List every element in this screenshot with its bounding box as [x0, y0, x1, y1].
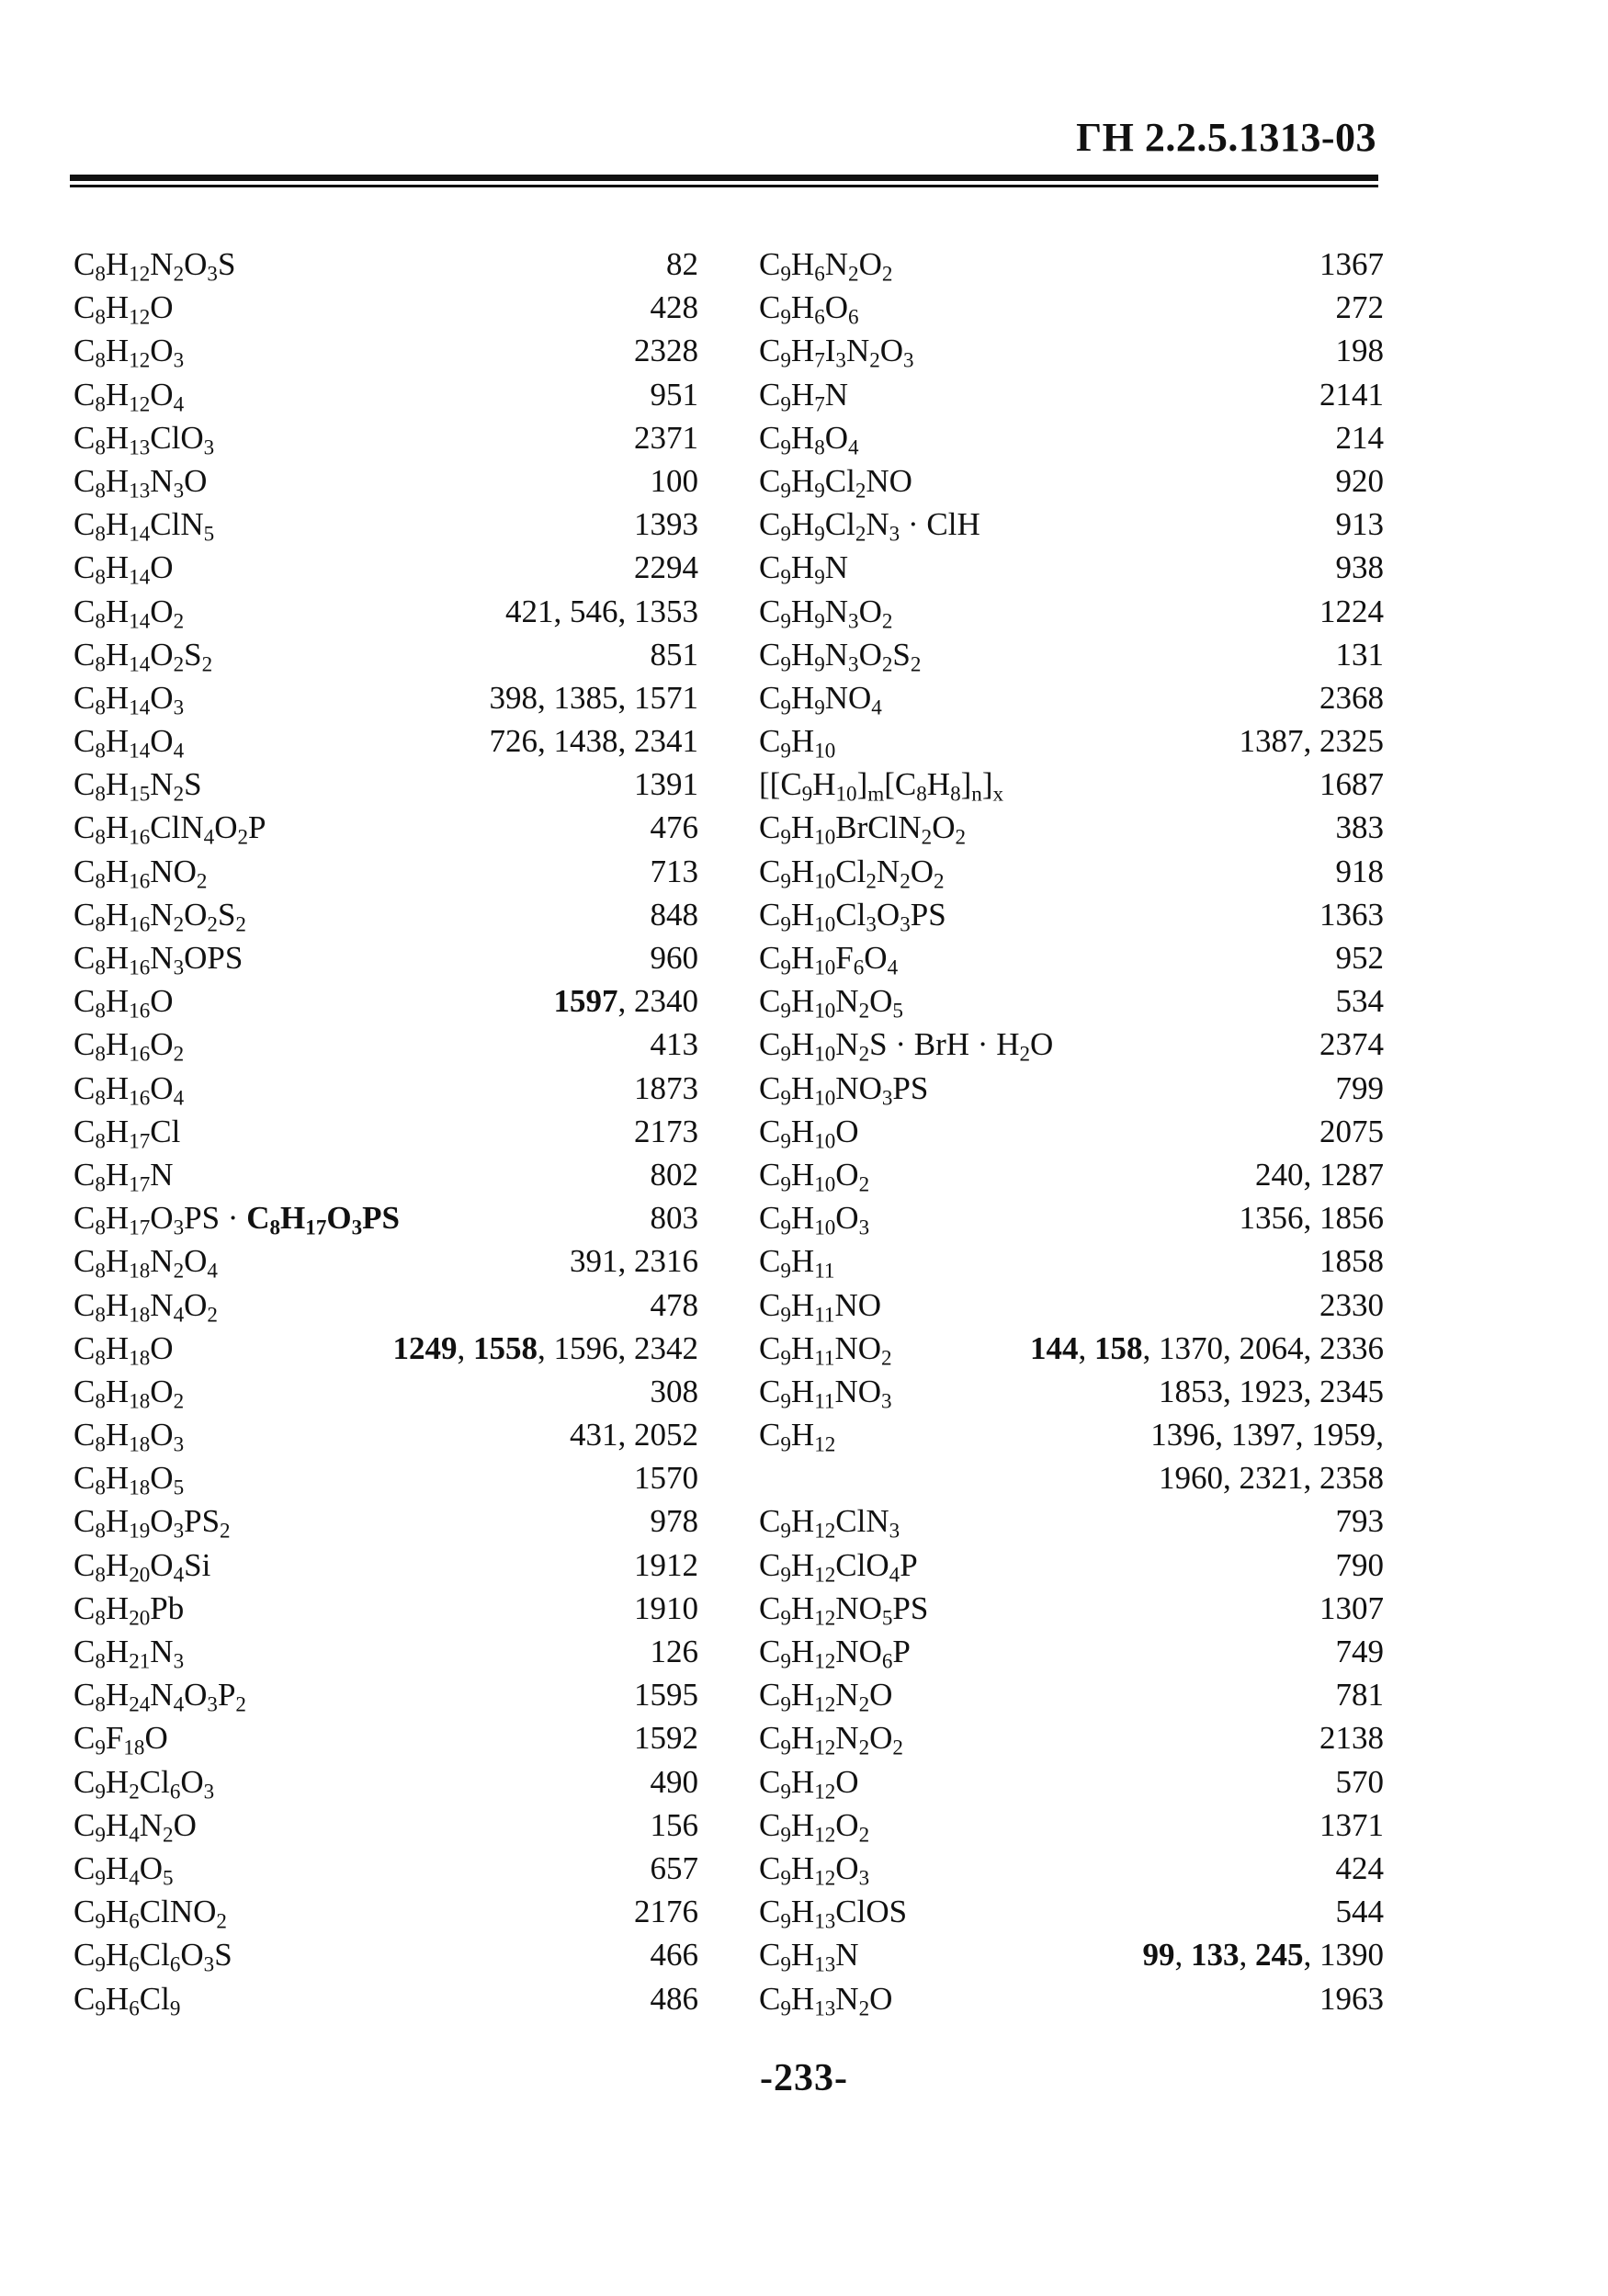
formula: $C_8H_{17}N$ [74, 1156, 174, 1196]
reference-numbers: 851 [650, 636, 698, 673]
header-rule-thin [70, 185, 1378, 187]
formula: $C_8H_{18}N_4O_2$ [74, 1286, 218, 1326]
right-index-entry [759, 329, 1384, 372]
formula: $C_8H_{24}N_4O_3P_2$ [74, 1677, 246, 1716]
right-index-column [759, 243, 1384, 2020]
reference-numbers: 1396, 1397, 1959, [1150, 1417, 1384, 1453]
reference-numbers: 413 [650, 1026, 698, 1063]
reference-numbers: 1570 [634, 1460, 698, 1497]
formula: $C_8H_{18}N_2O_4$ [74, 1243, 218, 1283]
right-index-entry [759, 1804, 1384, 1847]
right-index-entry [759, 459, 1384, 503]
left-index-entry [74, 719, 698, 763]
formula: $C_9H_{10}O_2$ [759, 1156, 870, 1196]
reference-numbers: 1592 [634, 1720, 698, 1757]
formula: $C_9H_{12}ClN_3$ [759, 1503, 900, 1543]
right-index-entry [759, 1890, 1384, 1933]
formula: $C_8H_{17}O_3PS \cdot C_8H_{17}O_3PS$ [74, 1200, 400, 1239]
right-index-entry [759, 1587, 1384, 1630]
formula: $[[C_9H_{10}]_m[C_8H_8]_n]_x$ [759, 766, 1004, 806]
formula: $C_8H_{19}O_3PS_2$ [74, 1503, 231, 1543]
reference-numbers: 428 [650, 289, 698, 326]
formula: $C_8H_{16}N_3OPS$ [74, 940, 243, 979]
formula: $C_9H_7N$ [759, 376, 849, 416]
left-index-entry [74, 1456, 698, 1499]
left-index-entry [74, 1284, 698, 1327]
reference-numbers: 1960, 2321, 2358 [1159, 1460, 1384, 1497]
reference-numbers: 920 [1335, 462, 1384, 499]
left-index-entry [74, 1587, 698, 1630]
formula: $C_8H_{16}O$ [74, 983, 174, 1023]
formula: $C_9H_{10}Cl_3O_3PS$ [759, 896, 946, 936]
reference-numbers: 1687 [1319, 766, 1384, 803]
left-index-entry [74, 1977, 698, 2020]
formula: $C_9H_{12}O_2$ [759, 1806, 870, 1847]
right-index-entry [759, 1760, 1384, 1804]
formula: $C_9H_4N_2O$ [74, 1806, 197, 1847]
left-index-entry [74, 1370, 698, 1413]
right-index-entry [759, 1716, 1384, 1759]
reference-numbers: 1597, 2340 [553, 983, 698, 1020]
reference-numbers: 421, 546, 1353 [505, 593, 698, 629]
left-index-entry [74, 546, 698, 589]
right-index-entry [759, 1067, 1384, 1110]
formula: $C_8H_{12}O_3$ [74, 333, 185, 372]
reference-numbers: 1363 [1319, 896, 1384, 933]
formula: $C_8H_{15}N_2S$ [74, 766, 202, 806]
left-index-entry [74, 1933, 698, 1976]
left-index-entry [74, 1847, 698, 1890]
document-code: ГН 2.2.5.1313-03 [1076, 115, 1376, 160]
reference-numbers: 391, 2316 [570, 1243, 698, 1280]
reference-numbers: 913 [1335, 506, 1384, 543]
reference-numbers: 2173 [634, 1113, 698, 1149]
reference-numbers: 2368 [1319, 679, 1384, 716]
formula: $C_9H_{10}F_6O_4$ [759, 940, 899, 979]
reference-numbers: 1367 [1319, 246, 1384, 282]
formula: $C_8H_{16}O_4$ [74, 1069, 185, 1110]
left-index-entry [74, 1760, 698, 1804]
formula: $C_8H_{18}O_3$ [74, 1417, 185, 1456]
reference-numbers: 793 [1335, 1503, 1384, 1540]
right-index-entry [759, 633, 1384, 676]
left-index-entry [74, 1804, 698, 1847]
left-index-entry [74, 1413, 698, 1456]
reference-numbers: 2141 [1319, 376, 1384, 413]
right-index-entry [759, 1153, 1384, 1196]
formula: $C_9H_{13}ClOS$ [759, 1894, 908, 1933]
left-index-column [74, 243, 698, 2020]
reference-numbers: 978 [650, 1503, 698, 1540]
right-index-entry [759, 1673, 1384, 1716]
formula: $C_9H_4O_5$ [74, 1849, 174, 1890]
formula: $C_9H_{12}NO_5PS$ [759, 1589, 929, 1630]
reference-numbers: 383 [1335, 809, 1384, 846]
reference-numbers: 198 [1335, 333, 1384, 369]
page-number: -233- [760, 2057, 848, 2099]
formula: $C_9H_{10}$ [759, 723, 836, 763]
reference-numbers: 2328 [634, 333, 698, 369]
formula: $C_8H_{17}Cl$ [74, 1113, 181, 1153]
reference-numbers: 848 [650, 896, 698, 933]
right-index-entry [759, 1284, 1384, 1327]
formula: $C_8H_{16}NO_2$ [74, 853, 208, 893]
reference-numbers: 2138 [1319, 1720, 1384, 1757]
formula: $C_9H_8O_4$ [759, 419, 859, 459]
right-index-entry [759, 979, 1384, 1023]
reference-numbers: 156 [650, 1806, 698, 1843]
formula: $C_9H_7I_3N_2O_3$ [759, 333, 914, 372]
left-index-entry [74, 459, 698, 503]
reference-numbers: 938 [1335, 549, 1384, 586]
right-index-entry [759, 676, 1384, 719]
formula: $C_9H_9N$ [759, 549, 849, 589]
reference-numbers: 799 [1335, 1069, 1384, 1106]
formula: $C_8H_{13}N_3O$ [74, 462, 208, 503]
formula: $C_9H_{12}O_3$ [759, 1849, 870, 1890]
reference-numbers: 486 [650, 1980, 698, 2017]
reference-numbers: 126 [650, 1634, 698, 1669]
right-index-entry [759, 1630, 1384, 1673]
reference-numbers: 2330 [1319, 1286, 1384, 1323]
reference-numbers: 1393 [634, 506, 698, 543]
left-index-entry [74, 503, 698, 546]
formula: $C_8H_{18}O$ [74, 1329, 174, 1370]
right-index-entry [759, 286, 1384, 329]
formula: $C_8H_{14}O_4$ [74, 723, 185, 763]
reference-numbers: 240, 1287 [1255, 1156, 1384, 1193]
left-index-entry [74, 329, 698, 372]
right-index-entry [759, 1110, 1384, 1153]
right-index-entry [759, 1413, 1384, 1456]
formula: $C_8H_{14}O_2$ [74, 593, 185, 632]
formula: $C_8H_{20}Pb$ [74, 1589, 185, 1630]
header-rule-thick [70, 175, 1378, 181]
reference-numbers: 802 [650, 1156, 698, 1193]
left-index-entry [74, 1067, 698, 1110]
right-index-entry [759, 243, 1384, 286]
formula: $C_9F_{18}O$ [74, 1720, 168, 1759]
right-index-entry [759, 763, 1384, 806]
formula: $C_9H_9N_3O_2$ [759, 593, 893, 632]
left-index-entry [74, 1153, 698, 1196]
right-index-entry [759, 1456, 1384, 1499]
reference-numbers: 2176 [634, 1894, 698, 1930]
left-index-entry [74, 763, 698, 806]
right-index-entry [759, 590, 1384, 633]
reference-numbers: 2294 [634, 549, 698, 586]
reference-numbers: 214 [1335, 419, 1384, 456]
reference-numbers: 534 [1335, 983, 1384, 1020]
reference-numbers: 490 [650, 1763, 698, 1800]
reference-numbers: 1853, 1923, 2345 [1159, 1373, 1384, 1409]
formula: $C_9H_{12}ClO_4P$ [759, 1546, 918, 1587]
reference-numbers: 570 [1335, 1763, 1384, 1800]
reference-numbers: 466 [650, 1937, 698, 1974]
formula: $C_8H_{14}O$ [74, 549, 174, 589]
reference-numbers: 781 [1335, 1677, 1384, 1714]
right-index-entry [759, 806, 1384, 849]
right-index-entry [759, 1847, 1384, 1890]
left-index-entry [74, 590, 698, 633]
formula: $C_8H_{14}ClN_5$ [74, 506, 215, 546]
reference-numbers: 82 [666, 246, 698, 282]
reference-numbers: 476 [650, 809, 698, 846]
reference-numbers: 918 [1335, 853, 1384, 889]
left-index-entry [74, 1716, 698, 1759]
reference-numbers: 1356, 1856 [1239, 1200, 1384, 1237]
left-index-entry [74, 416, 698, 459]
formula: $C_9H_{10}N_2S$ · BrH · $H_2O$ [759, 1026, 1054, 1066]
formula: $C_9H_{10}N_2O_5$ [759, 983, 903, 1023]
formula: $C_8H_{12}O$ [74, 289, 174, 329]
formula: $C_9H_{12}N_2O$ [759, 1677, 893, 1716]
right-index-entry [759, 1977, 1384, 2020]
formula: $C_9H_{13}N$ [759, 1937, 859, 1976]
left-index-entry [74, 936, 698, 979]
reference-numbers: 544 [1335, 1894, 1384, 1930]
left-index-entry [74, 979, 698, 1023]
right-index-entry [759, 893, 1384, 936]
left-index-entry [74, 1196, 698, 1239]
formula: $C_8H_{18}O_2$ [74, 1373, 185, 1413]
left-index-entry [74, 1890, 698, 1933]
left-index-entry [74, 1630, 698, 1673]
left-index-entry [74, 1023, 698, 1066]
formula: $C_9H_{13}N_2O$ [759, 1980, 893, 2019]
reference-numbers: 1391 [634, 766, 698, 803]
formula: $C_9H_6Cl_6O_3S$ [74, 1937, 232, 1976]
formula: $C_8H_{20}O_4Si$ [74, 1546, 211, 1587]
reference-numbers: 1912 [634, 1546, 698, 1583]
left-index-entry [74, 1239, 698, 1283]
formula: $C_9H_9Cl_2N_3$ · ClH [759, 506, 980, 546]
right-index-entry [759, 373, 1384, 416]
reference-numbers: 1963 [1319, 1980, 1384, 2017]
formula: $C_9H_9N_3O_2S_2$ [759, 636, 922, 676]
reference-numbers: 144, 158, 1370, 2064, 2336 [1030, 1329, 1384, 1366]
formula: $C_9H_{10}O_3$ [759, 1200, 870, 1239]
reference-numbers: 1858 [1319, 1243, 1384, 1280]
right-index-entry [759, 416, 1384, 459]
reference-numbers: 2374 [1319, 1026, 1384, 1063]
reference-numbers: 713 [650, 853, 698, 889]
formula: $C_8H_{16}ClN_4O_2P$ [74, 809, 266, 849]
right-index-entry [759, 1499, 1384, 1543]
left-index-entry [74, 633, 698, 676]
right-index-entry [759, 1023, 1384, 1066]
right-index-entry [759, 1933, 1384, 1976]
formula: $C_9H_{10}Cl_2N_2O_2$ [759, 853, 945, 893]
formula: $C_9H_{11}NO_2$ [759, 1329, 892, 1370]
formula: $C_9H_{10}NO_3PS$ [759, 1069, 929, 1110]
reference-numbers: 1371 [1319, 1806, 1384, 1843]
formula: $C_9H_6ClNO_2$ [74, 1894, 227, 1933]
left-index-entry [74, 1544, 698, 1587]
left-index-entry [74, 1673, 698, 1716]
left-index-entry [74, 676, 698, 719]
formula: $C_9H_{10}O$ [759, 1113, 859, 1153]
formula: $C_9H_6N_2O_2$ [759, 246, 893, 286]
reference-numbers: 131 [1335, 636, 1384, 673]
reference-numbers: 1873 [634, 1069, 698, 1106]
left-index-entry [74, 850, 698, 893]
formula: $C_9H_{12}O$ [759, 1763, 859, 1804]
formula: $C_9H_9Cl_2NO$ [759, 462, 912, 503]
formula: $C_9H_{11}NO_3$ [759, 1373, 892, 1413]
formula: $C_9H_{12}NO_6P$ [759, 1634, 911, 1673]
formula: $C_9H_6Cl_9$ [74, 1980, 181, 2019]
right-index-entry [759, 719, 1384, 763]
formula: $C_9H_6O_6$ [759, 289, 859, 329]
right-index-entry [759, 850, 1384, 893]
reference-numbers: 2075 [1319, 1113, 1384, 1149]
reference-numbers: 1224 [1319, 593, 1384, 629]
formula: $C_8H_{16}O_2$ [74, 1026, 185, 1066]
right-index-entry [759, 1370, 1384, 1413]
formula: $C_8H_{13}ClO_3$ [74, 419, 215, 459]
left-index-entry [74, 1110, 698, 1153]
reference-numbers: 1387, 2325 [1239, 723, 1384, 760]
reference-numbers: 951 [650, 376, 698, 413]
formula: $C_9H_9NO_4$ [759, 679, 882, 719]
right-index-entry [759, 503, 1384, 546]
right-index-entry [759, 1196, 1384, 1239]
left-index-entry [74, 373, 698, 416]
reference-numbers: 1910 [634, 1589, 698, 1626]
left-index-entry [74, 1499, 698, 1543]
formula: $C_8H_{21}N_3$ [74, 1634, 185, 1673]
left-index-entry [74, 243, 698, 286]
reference-numbers: 478 [650, 1286, 698, 1323]
reference-numbers: 657 [650, 1849, 698, 1886]
reference-numbers: 308 [650, 1373, 698, 1409]
left-index-entry [74, 1327, 698, 1370]
reference-numbers: 100 [650, 462, 698, 499]
reference-numbers: 726, 1438, 2341 [489, 723, 698, 760]
reference-numbers: 424 [1335, 1849, 1384, 1886]
left-index-entry [74, 806, 698, 849]
formula: $C_9H_{11}$ [759, 1243, 835, 1283]
formula: $C_9H_{11}NO$ [759, 1286, 881, 1326]
right-index-entry [759, 546, 1384, 589]
reference-numbers: 1249, 1558, 1596, 2342 [392, 1329, 698, 1366]
reference-numbers: 790 [1335, 1546, 1384, 1583]
formula: $C_9H_{12}$ [759, 1417, 836, 1456]
formula: $C_9H_{12}N_2O_2$ [759, 1720, 903, 1759]
left-index-entry [74, 893, 698, 936]
reference-numbers: 398, 1385, 1571 [489, 679, 698, 716]
reference-numbers: 2371 [634, 419, 698, 456]
formula: $C_8H_{18}O_5$ [74, 1460, 185, 1499]
right-index-entry [759, 1327, 1384, 1370]
right-index-entry [759, 936, 1384, 979]
reference-numbers: 952 [1335, 940, 1384, 976]
reference-numbers: 960 [650, 940, 698, 976]
reference-numbers: 99, 133, 245, 1390 [1142, 1937, 1384, 1974]
formula: $C_8H_{14}O_2S_2$ [74, 636, 213, 676]
formula: $C_8H_{16}N_2O_2S_2$ [74, 896, 246, 936]
reference-numbers: 1307 [1319, 1589, 1384, 1626]
reference-numbers: 1595 [634, 1677, 698, 1714]
right-index-entry [759, 1239, 1384, 1283]
left-index-entry [74, 286, 698, 329]
formula: $C_8H_{12}O_4$ [74, 376, 185, 416]
formula: $C_8H_{14}O_3$ [74, 679, 185, 719]
formula: $C_9H_2Cl_6O_3$ [74, 1763, 215, 1804]
reference-numbers: 431, 2052 [570, 1417, 698, 1453]
reference-numbers: 272 [1335, 289, 1384, 326]
reference-numbers: 803 [650, 1200, 698, 1237]
reference-numbers: 749 [1335, 1634, 1384, 1669]
formula: $C_8H_{12}N_2O_3S$ [74, 246, 236, 286]
formula: $C_9H_{10}BrClN_2O_2$ [759, 809, 967, 849]
right-index-entry [759, 1544, 1384, 1587]
